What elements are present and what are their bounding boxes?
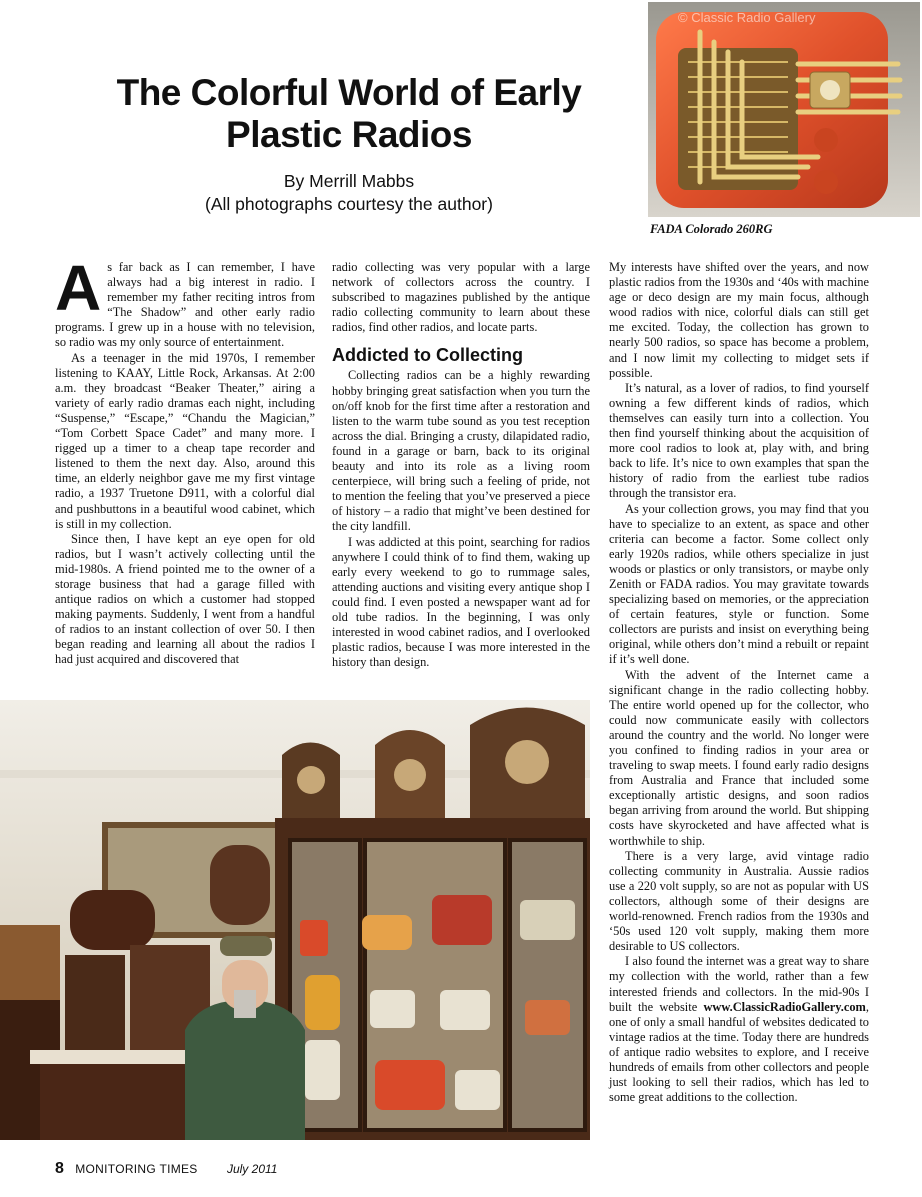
paragraph: s far back as I can remember, I have always had a big interest in radio. I remember my father reciting intros from “The Shadow” and other early radio programs. I grew up in a house with no television, so radio was my only source of entertainment. <box>55 260 315 350</box>
collection-photo <box>0 700 590 1140</box>
subheading: Addicted to Collecting <box>332 345 523 366</box>
issue-date: July 2011 <box>226 1162 278 1176</box>
paragraph <box>609 954 869 1105</box>
article-column-2 <box>332 260 590 670</box>
fada-radio-illustration <box>648 2 920 217</box>
paragraph: It’s natural, as a lover of radios, to find yourself owning a few different kinds of radios, which themselves can easily turn into a collection. You then find yourself thinking about the acquisition of more cool radios to look at, play with, and bring back to life. It’s nice to own examples that span the history of radio from the earliest tube radios through the transistor era. <box>609 380 869 501</box>
fada-radio-photo <box>648 2 920 217</box>
magazine-name: MONITORING TIMES <box>75 1162 198 1176</box>
paragraph: Collecting radios can be a highly rewarding hobby bringing great satisfaction when you turn the on/off knob for the first time after a restoration and listen to the warm tube sound as you test reception across the dial. Bringing a crusty, dilapidated radio, found in a garage or barn, back to its original beauty and into its role as a living room centerpiece, will bring such a feeling of pride, not to mention the feeling that you’ve preserved a piece of history – a radio that might’ve been destined for the city landfill. <box>332 368 590 534</box>
text-run: I also found the internet was a great way to share my collection with the world, rather than a few interested friends and collectors. In the mid-90s I built the website <box>609 954 869 1014</box>
photo-caption: FADA Colorado 260RG <box>650 222 773 236</box>
website-link[interactable]: www.ClassicRadioGallery.com <box>703 999 866 1014</box>
photo-credit: (All photographs courtesy the author) <box>205 194 493 214</box>
photo-watermark: © Classic Radio Gallery <box>678 10 816 25</box>
article-column-1 <box>55 252 315 668</box>
title-line-2: Plastic Radios <box>226 114 472 155</box>
drop-cap: A <box>55 252 102 324</box>
article-column-3 <box>609 260 869 1105</box>
paragraph: radio collecting was very popular with a large network of collectors across the country. I subscribed to magazines published by the antique radio collecting community to learn about these radios, find other radios, and locate parts. <box>332 260 590 335</box>
article-title <box>60 72 638 156</box>
paragraph: My interests have shifted over the years, and now plastic radios from the 1930s and ‘40s with machine age or deco design are my main focus, although wood radios with nice, colorful dials can still get me excited. Today, the collection has grown to nearly 500 radios, so space has become a problem, and I now limit my collecting to midget sets if possible. <box>609 260 869 380</box>
paragraph: There is a very large, avid vintage radio collecting community in Australia. Aussie radios use a 220 volt supply, so are not as popular with US collectors, although some of their designs are world-renowned. French radios from the 1930s and ‘50s used 120 volt supply, making them more desirable to US collectors. <box>609 848 869 954</box>
byline-block <box>60 170 638 216</box>
paragraph: With the advent of the Internet came a significant change in the radio collecting hobby. The entire world opened up for the collector, who could now communicate easily with collectors around the country and the world. No longer were you confined to finding radios in your area or traveling to swap meets. I found early radio designs from Australia and France that included some exceptionally artistic designs, and soon radios began arriving from around the world. But shipping costs have skyrocketed and have affected what is worthwhile to ship. <box>609 667 869 848</box>
page-footer <box>55 1160 277 1178</box>
paragraph: As a teenager in the mid 1970s, I remember listening to KAAY, Little Rock, Arkansas. At 2:00 a.m. they broadcast “Beaker Theater,” airing a variety of early radio dramas each night, including “Suspense,” “Escape,” “Chandu the Magician,” “Tom Corbett Space Cadet” and many more. I rigged up a timer to a cheap tape recorder and listened to them the next day. Also, around this time, an elderly neighbor gave me my first vintage radio, a 1937 Truetone D911, with a colorful dial and pushbuttons in a beautiful wood cabinet, which is still in my collection. <box>55 350 315 531</box>
page-number: 8 <box>55 1160 64 1177</box>
paragraph: As your collection grows, you may find that you have to specialize to an extent, as space and other criteria can become a factor. Some collect only early 1920s radios, while others specialize in just woods or plastics or only transistors, or maybe only Zenith or FADA radios. You may gravitate towards specializing based on memories, or the appreciation of certain features, style or function. Some collectors are purists and insist on everything being original, while others don’t mind a rebuilt or repaint if it’s well done. <box>609 501 869 667</box>
collection-illustration <box>0 700 590 1140</box>
paragraph: Since then, I have kept an eye open for old radios, but I wasn’t actively collecting until the mid-1980s. A friend pointed me to the owner of a storage business that had a garage filled with antique radios on which a customer had stopped making payments. Suddenly, I went from a handful of radios to an instant collection of over 50. I then began reading and learning all about the radios I had just acquired and discovered that <box>55 531 315 667</box>
title-line-1: The Colorful World of Early <box>116 72 582 113</box>
byline: By Merrill Mabbs <box>283 171 415 191</box>
text-run: , one of only a small handful of websites dedicated to vintage radios at the time. Today there are hundreds of antique radio websites to explore, and I receive hundreds of emails from other collectors and people just looking to sell their radios, which has led to some great additions to the collection. <box>609 999 869 1105</box>
paragraph: I was addicted at this point, searching for radios anywhere I could think of to find them, waking up early every weekend to go to rummage sales, attending auctions and visiting every antique shop I could find. I even posted a newspaper want ad for old tube radios. In the beginning, I was only interested in wood cabinet radios, and I overlooked plastic radios, because I was more interested in the history than design. <box>332 534 590 670</box>
